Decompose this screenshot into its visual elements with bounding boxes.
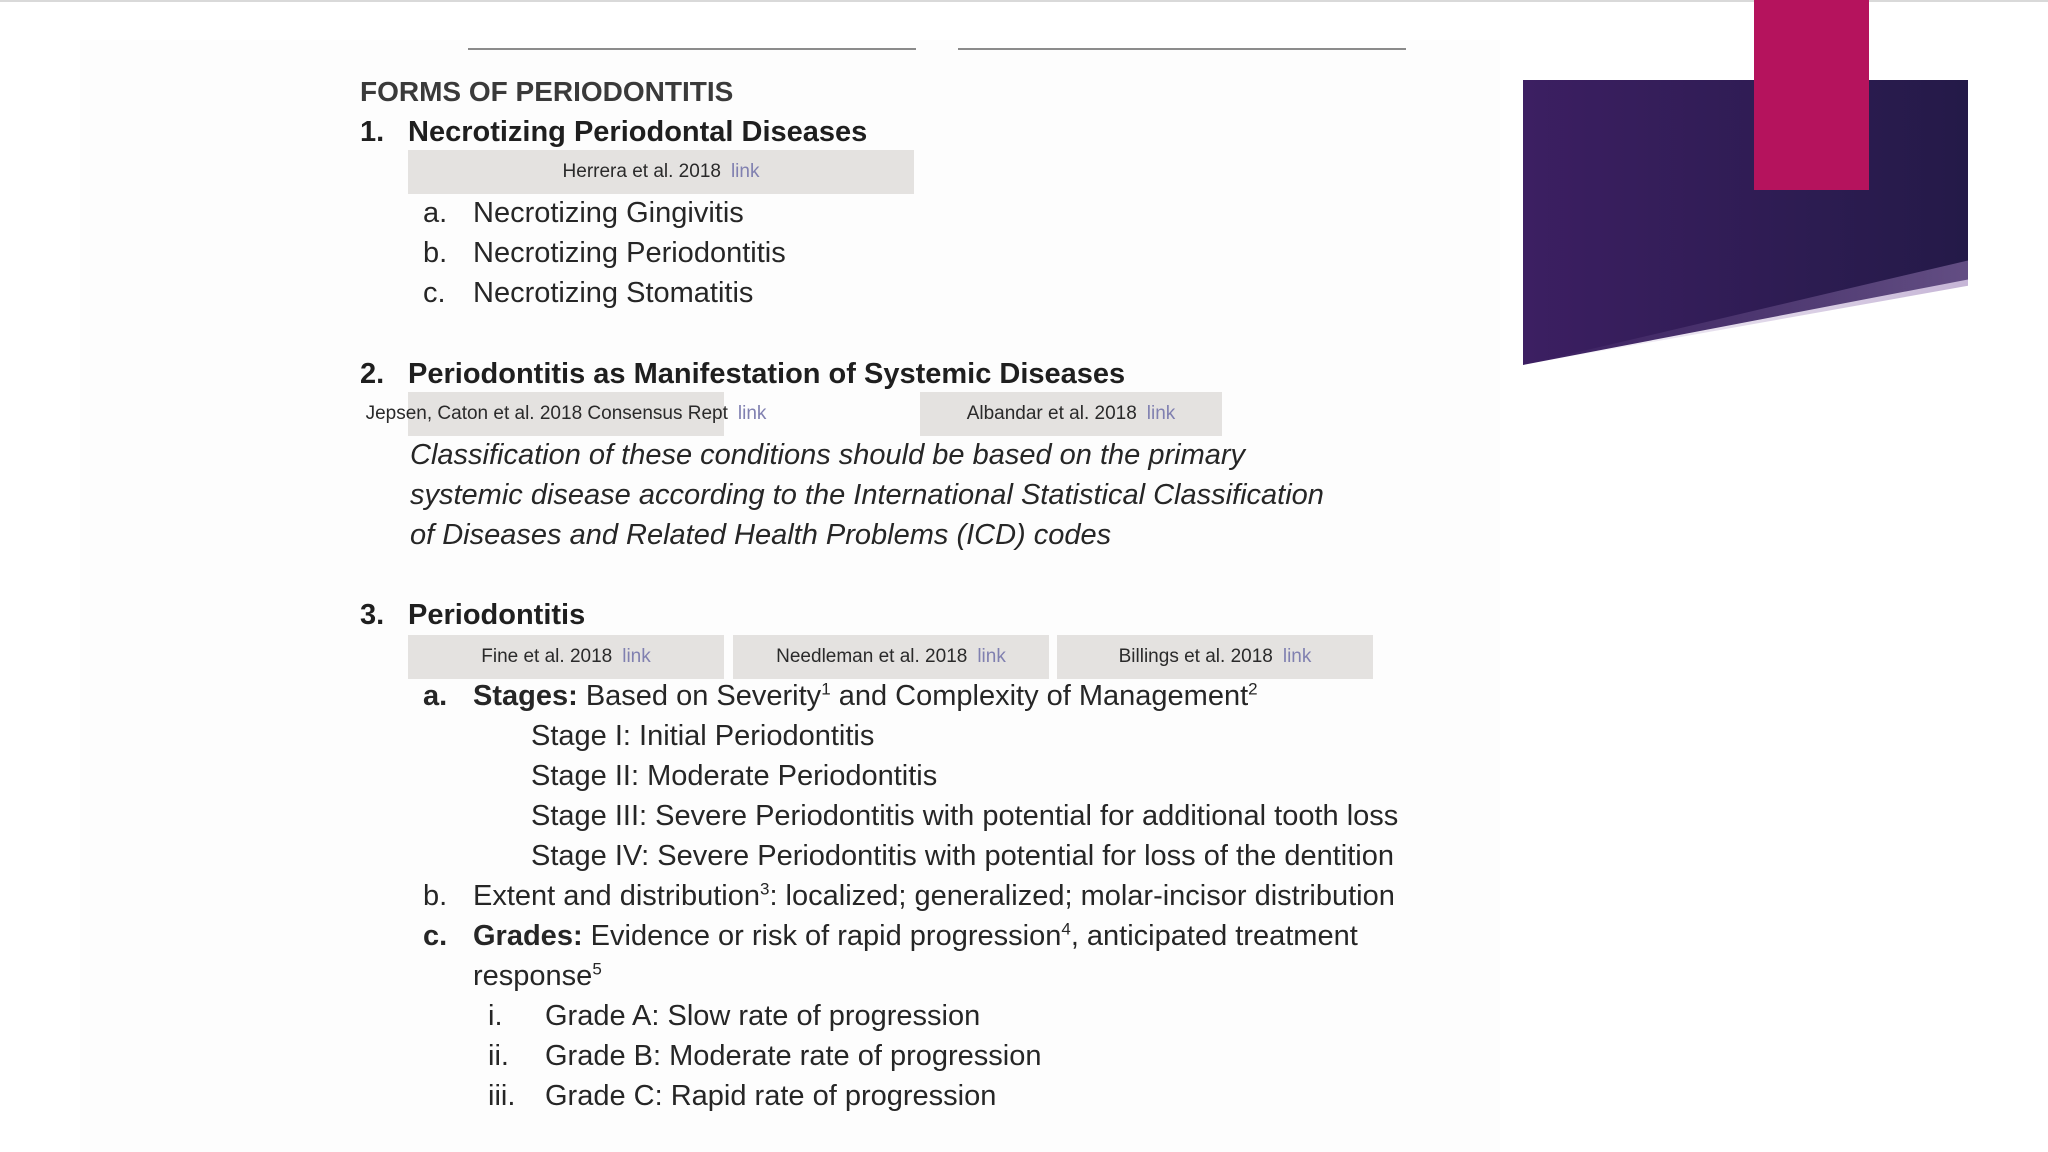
stage-line: Stage II: Moderate Periodontitis bbox=[531, 760, 938, 792]
reference-box bbox=[920, 392, 1222, 436]
top-rule bbox=[0, 0, 2048, 2]
reference-citation: Fine et al. 2018 bbox=[481, 646, 613, 667]
grades-item: c. Grades: Evidence or risk of rapid progression$^4$, anticipated treatment bbox=[423, 919, 1358, 952]
section-heading-text: Necrotizing Periodontal Diseases bbox=[408, 116, 868, 148]
note-line: systemic disease according to the International Statistical Classification bbox=[410, 479, 1324, 511]
section-heading-text: Periodontitis as Manifestation of Systemic Diseases bbox=[408, 358, 1126, 390]
reference-citation: Herrera et al. 2018 bbox=[562, 161, 721, 182]
page-title: FORMS OF PERIODONTITIS bbox=[360, 76, 734, 107]
section-3-heading bbox=[360, 599, 585, 632]
reference-link[interactable]: link bbox=[1282, 646, 1312, 667]
reference-box bbox=[1057, 635, 1373, 679]
stage-line: Stage I: Initial Periodontitis bbox=[531, 720, 875, 752]
reference-box bbox=[408, 150, 914, 194]
reference-citation: Billings et al. 2018 bbox=[1118, 646, 1273, 667]
grade-line: i. Grade A: Slow rate of progression bbox=[488, 1000, 981, 1032]
reference-link[interactable]: link bbox=[622, 646, 651, 667]
header-rule-right bbox=[958, 48, 1406, 50]
stages-item: a. Stages: Based on Severity$^1$ and Complexity of Management$^2$ bbox=[423, 679, 1258, 712]
grade-line: ii. Grade B: Moderate rate of progression bbox=[488, 1040, 1042, 1072]
reference-link[interactable]: link bbox=[977, 646, 1006, 667]
document-image bbox=[80, 40, 1500, 1152]
reference-box bbox=[733, 635, 1049, 679]
section-number: 1. bbox=[360, 116, 385, 148]
reference-citation: Needleman et al. 2018 bbox=[776, 646, 968, 667]
stage-line: Stage IV: Severe Periodontitis with potential for loss of the dentition bbox=[531, 840, 1394, 872]
header-rule-left bbox=[468, 48, 916, 50]
extent-item: b. Extent and distribution$^3$: localized; generalized; molar-incisor distribution bbox=[423, 879, 1395, 912]
list-item: c. Necrotizing Stomatitis bbox=[423, 277, 754, 309]
stage-line: Stage III: Severe Periodontitis with potential for additional tooth loss bbox=[531, 800, 1399, 832]
grades-item-continuation: response$^5$ bbox=[473, 959, 602, 992]
pink-accent-tab bbox=[1754, 0, 1869, 190]
section-number: 2. bbox=[360, 358, 385, 390]
reference-link[interactable]: link bbox=[730, 161, 760, 182]
reference-box bbox=[408, 635, 724, 679]
section-number: 3. bbox=[360, 599, 385, 631]
reference-citation: Jepsen, Caton et al. 2018 Consensus Rept bbox=[365, 403, 728, 424]
section-2-heading bbox=[360, 358, 1125, 391]
note-line: Classification of these conditions should be based on the primary bbox=[410, 439, 1246, 471]
list-item: a. Necrotizing Gingivitis bbox=[423, 197, 744, 229]
section-heading-text: Periodontitis bbox=[408, 599, 586, 631]
note-line: of Diseases and Related Health Problems (ICD) codes bbox=[410, 519, 1112, 551]
list-item: b. Necrotizing Periodontitis bbox=[423, 237, 786, 269]
grade-line: iii. Grade C: Rapid rate of progression bbox=[488, 1080, 997, 1112]
reference-link[interactable]: link bbox=[737, 403, 767, 424]
section-1-heading bbox=[360, 116, 867, 149]
reference-citation: Albandar et al. 2018 bbox=[966, 403, 1137, 424]
reference-link[interactable]: link bbox=[1146, 403, 1176, 424]
reference-box bbox=[365, 392, 767, 436]
